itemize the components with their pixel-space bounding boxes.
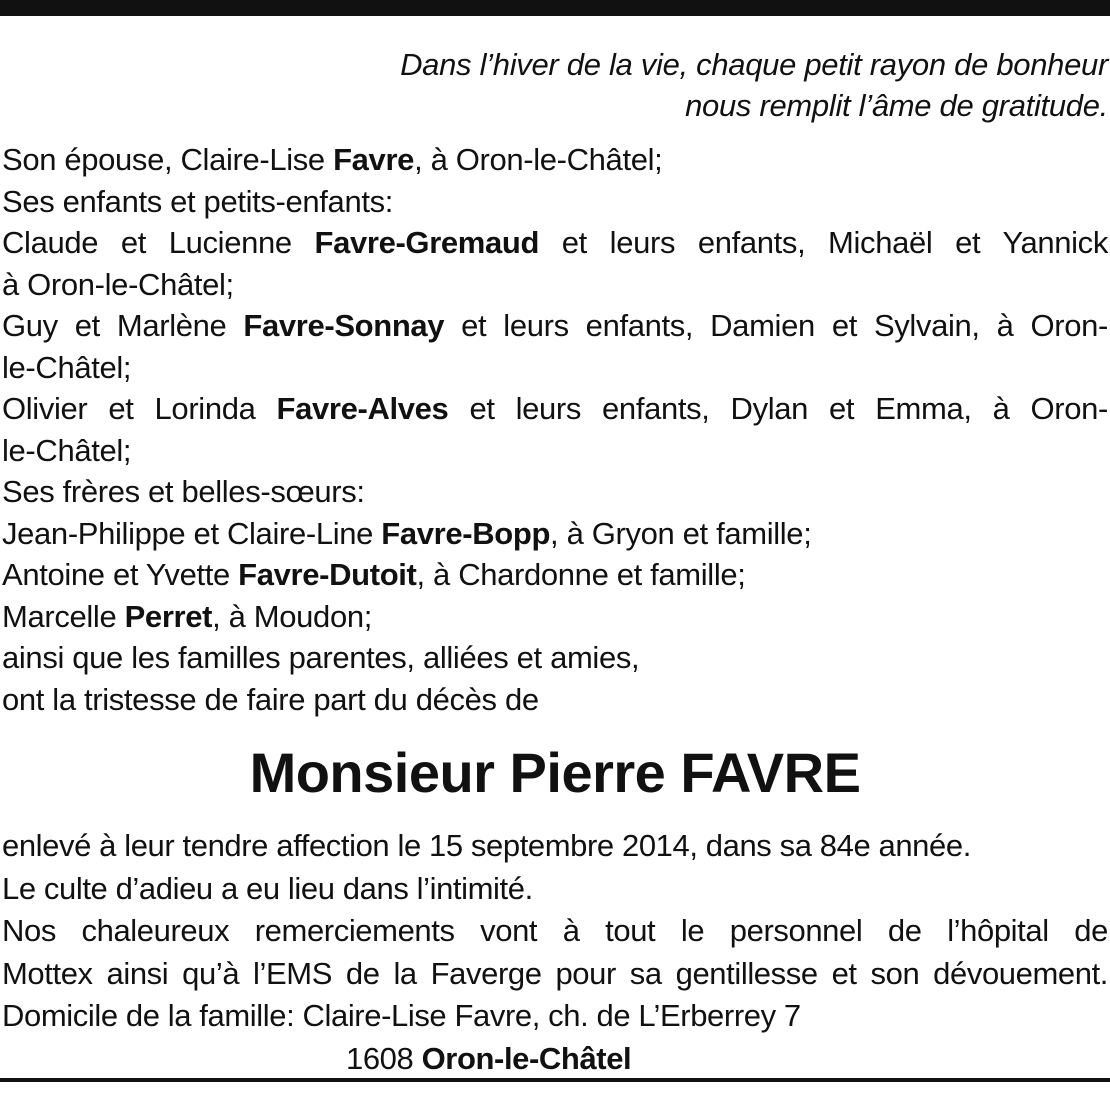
children-heading: Ses enfants et petits-enfants: [2,183,394,219]
family-name: Favre [333,142,415,177]
text: et leurs enfants, Dylan et Emma, à Oron- [448,391,1109,426]
family-name: Favre-Alves [276,391,449,426]
family-list [2,139,1108,720]
text: , à Gryon et famille; [550,515,812,551]
text: Antoine et Yvette [2,557,239,592]
relatives-line: ainsi que les familles parentes, alliées et amies, [2,640,640,675]
text: , à Oron-le-Châtel; [414,142,663,177]
text: Guy et Marlène [2,308,244,343]
text: et leurs enfants, Damien et Sylvain, à Oron- [444,308,1108,343]
epigraph-line: Dans l’hiver de la vie, chaque petit rayon de bonheur [400,47,1108,82]
text: , à Moudon; [212,598,372,634]
text: et leurs enfants, Michaël et Yannick [539,225,1108,260]
town-name: Oron-le-Châtel [421,1040,632,1076]
ceremony-line: Le culte d’adieu a eu lieu dans l’intimité. [2,870,533,906]
announcement-line: ont la tristesse de faire part du décès de [2,681,539,717]
deceased-name: Monsieur Pierre FAVRE [249,741,861,804]
text: Claude et Lucienne [2,225,315,260]
family-name: Favre-Bopp [381,515,551,551]
death-line: enlevé à leur tendre affection le 15 septembre 2014, dans sa 84e année. [2,828,971,863]
child-line-cont: le-Châtel; [2,349,132,385]
child-line-cont: le-Châtel; [2,432,132,468]
top-rule [0,0,1110,16]
sibling-line [2,513,1108,555]
epigraph-line: nous remplit l’âme de gratitude. [685,88,1108,123]
thanks-line: Nos chaleureux remerciements vont à tout le personnel de l’hôpital de [2,913,1108,948]
text: Marcelle [2,598,125,634]
details-block [2,825,1108,1080]
family-name: Favre-Dutoit [238,557,417,592]
epigraph [208,44,1108,126]
text: Olivier et Lorinda [2,391,277,426]
postcode: 1608 [346,1040,422,1076]
child-line [2,222,1108,264]
thanks-line: Mottex ainsi qu’à l’EMS de la Faverge pour sa gentillesse et son dévouement. [2,955,1108,991]
family-name: Favre-Gremaud [314,225,540,260]
bottom-rule [0,1078,1110,1082]
child-line [2,388,1108,430]
child-line [2,305,1108,347]
address-line: Domicile de la famille: Claire-Lise Favre, ch. de L’Erberrey 7 [2,998,801,1033]
sibling-line [2,554,1108,596]
child-line-cont: à Oron-le-Châtel; [2,266,234,302]
text: Jean-Philippe et Claire-Line [2,515,382,551]
family-name: Perret [124,598,213,634]
sibling-line [2,596,1108,638]
text: , à Chardonne et famille; [416,557,746,592]
wife-line [2,139,1108,181]
text: Son épouse, Claire-Lise [2,142,334,177]
family-name: Favre-Sonnay [243,308,445,343]
siblings-heading: Ses frères et belles-sœurs: [2,474,365,509]
postcode-line [2,1038,1108,1081]
